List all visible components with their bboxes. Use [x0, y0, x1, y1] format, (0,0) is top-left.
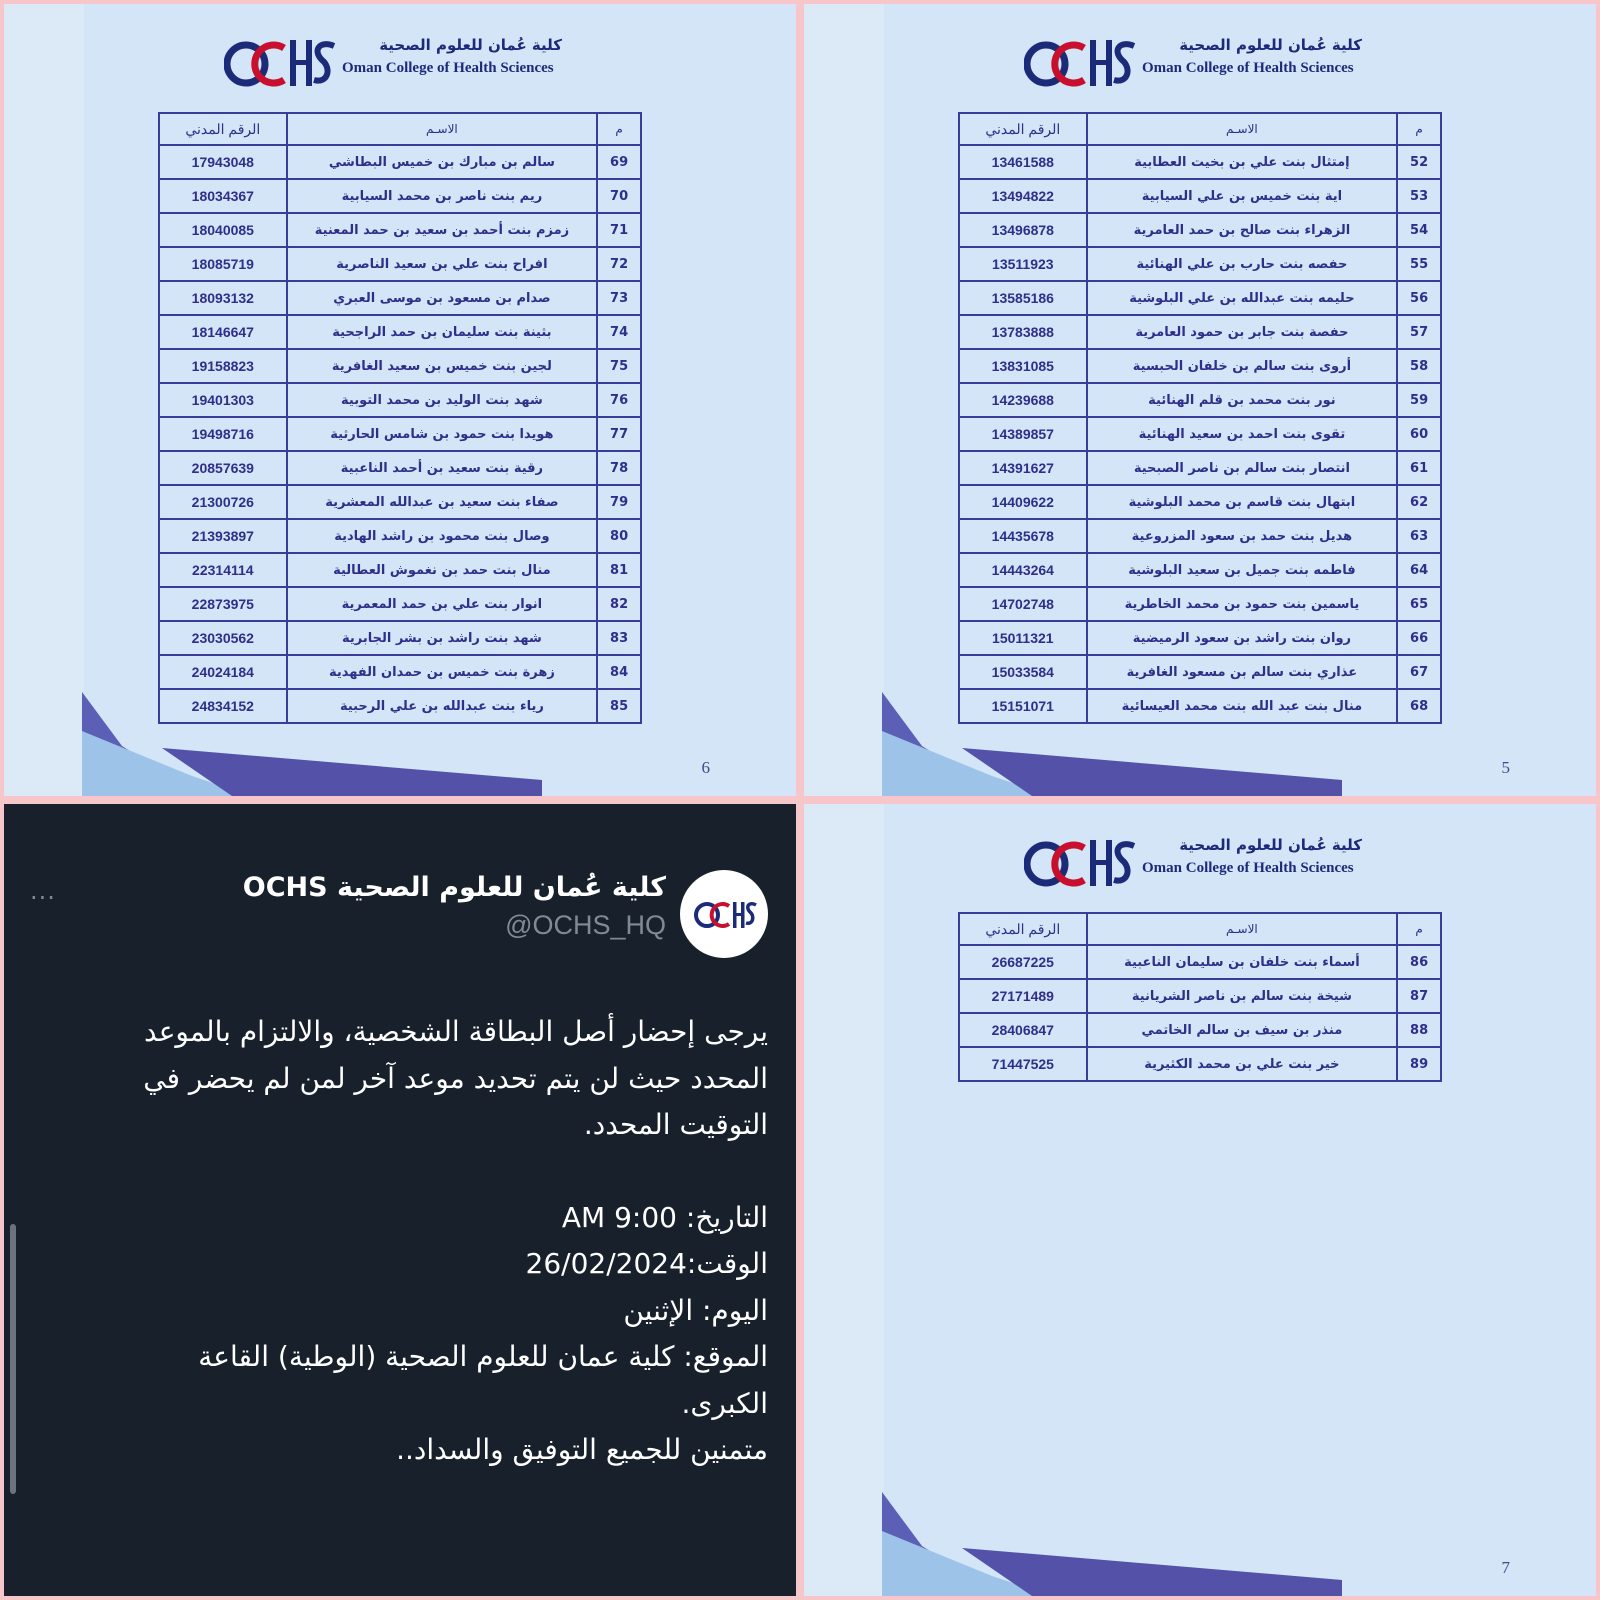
civil-id: 18146647 — [159, 315, 287, 349]
table-row — [959, 553, 1441, 587]
student-name: زمزم بنت أحمد بن سعيد بن حمد المعنية — [287, 213, 598, 247]
document-page-6 — [4, 4, 796, 796]
row-number: 80 — [597, 519, 641, 553]
civil-id: 19401303 — [159, 383, 287, 417]
row-number: 85 — [597, 689, 641, 723]
table-row — [959, 979, 1441, 1013]
civil-id: 28406847 — [959, 1013, 1087, 1047]
table-row — [959, 179, 1441, 213]
page-number: 7 — [1501, 1558, 1510, 1577]
student-name: الزهراء بنت صالح بن حمد العامرية — [1087, 213, 1398, 247]
table-row — [959, 519, 1441, 553]
student-name: روان بنت راشد بن سعود الرميضية — [1087, 621, 1398, 655]
row-number: 70 — [597, 179, 641, 213]
row-number: 71 — [597, 213, 641, 247]
ochs-logo-icon — [224, 34, 339, 90]
civil-id: 18040085 — [159, 213, 287, 247]
civil-id: 15151071 — [959, 689, 1087, 723]
student-name: انتصار بنت سالم بن ناصر الصبحية — [1087, 451, 1398, 485]
tweet-text — [48, 1009, 768, 1474]
table-row — [959, 213, 1441, 247]
student-name: ابتهال بنت قاسم بن محمد البلوشية — [1087, 485, 1398, 519]
row-number: 54 — [1397, 213, 1441, 247]
student-table — [958, 912, 1442, 1082]
civil-id: 15033584 — [959, 655, 1087, 689]
civil-id: 14702748 — [959, 587, 1087, 621]
logo-arabic-name: كلية عُمان للعلوم الصحية — [1179, 836, 1362, 854]
student-name: أروى بنت سالم بن خلفان الحبسية — [1087, 349, 1398, 383]
table-row — [959, 621, 1441, 655]
col-header-name: الاسـم — [1087, 913, 1398, 945]
student-name: إمتثال بنت علي بن بخيت العطابية — [1087, 145, 1398, 179]
student-name: منال بنت عبد الله بنت محمد العيسائية — [1087, 689, 1398, 723]
civil-id: 14239688 — [959, 383, 1087, 417]
table-row — [159, 349, 641, 383]
student-name: لجين بنت خميس بن سعيد الغافرية — [287, 349, 598, 383]
col-header-number: م — [1397, 113, 1441, 145]
student-name: نور بنت محمد بن قلم الهنائية — [1087, 383, 1398, 417]
display-name[interactable]: كلية عُمان للعلوم الصحية OCHS — [242, 872, 666, 903]
table-row — [959, 417, 1441, 451]
table-row — [159, 213, 641, 247]
table-row — [959, 247, 1441, 281]
table-row — [959, 485, 1441, 519]
tweet-day: اليوم: الإثنين — [623, 1293, 768, 1327]
table-row — [159, 417, 641, 451]
page-number: 5 — [1501, 758, 1510, 777]
civil-id: 24834152 — [159, 689, 287, 723]
civil-id: 18093132 — [159, 281, 287, 315]
student-name: أسماء بنت خلفان بن سليمان الناعبية — [1087, 945, 1398, 979]
row-number: 56 — [1397, 281, 1441, 315]
page-decoration — [882, 1476, 1342, 1596]
table-row — [159, 145, 641, 179]
civil-id: 18085719 — [159, 247, 287, 281]
col-header-name: الاسـم — [287, 113, 598, 145]
col-header-civil-id: الرقم المدني — [959, 113, 1087, 145]
more-options-icon[interactable]: ··· — [30, 884, 56, 912]
row-number: 88 — [1397, 1013, 1441, 1047]
tweet-location: الموقع: كلية عمان للعلوم الصحية (الوطية) القاعة — [198, 1340, 768, 1373]
row-number: 65 — [1397, 587, 1441, 621]
table-row — [959, 315, 1441, 349]
logo-arabic-name: كلية عُمان للعلوم الصحية — [379, 36, 562, 54]
student-name: رقية بنت سعيد بن أحمد الناعبية — [287, 451, 598, 485]
row-number: 64 — [1397, 553, 1441, 587]
table-row — [159, 553, 641, 587]
row-number: 75 — [597, 349, 641, 383]
civil-id: 19498716 — [159, 417, 287, 451]
ochs-logo-icon — [680, 870, 768, 958]
row-number: 82 — [597, 587, 641, 621]
table-row — [959, 383, 1441, 417]
student-name: انوار بنت علي بن حمد المعمرية — [287, 587, 598, 621]
row-number: 59 — [1397, 383, 1441, 417]
table-row — [159, 587, 641, 621]
row-number: 60 — [1397, 417, 1441, 451]
row-number: 61 — [1397, 451, 1441, 485]
student-name: شيخة بنت سالم بن ناصر الشريانية — [1087, 979, 1398, 1013]
col-header-civil-id: الرقم المدني — [159, 113, 287, 145]
table-row — [959, 451, 1441, 485]
student-name: شهد بنت الوليد بن محمد التوبية — [287, 383, 598, 417]
student-name: افراح بنت علي بن سعيد الناصرية — [287, 247, 598, 281]
table-row — [959, 145, 1441, 179]
row-number: 79 — [597, 485, 641, 519]
avatar[interactable] — [680, 870, 768, 958]
tweet-panel — [4, 804, 796, 1596]
row-number: 84 — [597, 655, 641, 689]
table-row — [159, 519, 641, 553]
student-name: سالم بن مبارك بن خميس البطاشي — [287, 145, 598, 179]
table-row — [159, 451, 641, 485]
table-row — [959, 281, 1441, 315]
civil-id: 13494822 — [959, 179, 1087, 213]
civil-id: 71447525 — [959, 1047, 1087, 1081]
student-name: هديل بنت حمد بن سعود المزروعية — [1087, 519, 1398, 553]
tweet-time: الوقت:26/02/2024 — [525, 1247, 768, 1280]
row-number: 69 — [597, 145, 641, 179]
table-row — [159, 281, 641, 315]
col-header-number: م — [597, 113, 641, 145]
table-row — [959, 945, 1441, 979]
student-table — [958, 112, 1442, 724]
table-row — [959, 1047, 1441, 1081]
civil-id: 15011321 — [959, 621, 1087, 655]
student-name: اية بنت خميس بن علي السيابية — [1087, 179, 1398, 213]
page-decoration — [82, 676, 542, 796]
tweet-location-cont: الكبرى. — [681, 1386, 768, 1420]
row-number: 62 — [1397, 485, 1441, 519]
civil-id: 13585186 — [959, 281, 1087, 315]
civil-id: 21393897 — [159, 519, 287, 553]
row-number: 86 — [1397, 945, 1441, 979]
civil-id: 20857639 — [159, 451, 287, 485]
ochs-logo-icon — [1024, 34, 1139, 90]
table-row — [159, 485, 641, 519]
tweet-date: التاريخ: 9:00 AM — [561, 1200, 768, 1234]
page-decoration — [882, 676, 1342, 796]
student-name: هويدا بنت حمود بن شامس الحارثية — [287, 417, 598, 451]
student-name: صدام بن مسعود بن موسى العبري — [287, 281, 598, 315]
row-number: 77 — [597, 417, 641, 451]
student-name: حليمه بنت عبدالله بن علي البلوشية — [1087, 281, 1398, 315]
tweet-line: يرجى إحضار أصل البطاقة الشخصية، والالتزام بالموعد — [144, 1015, 768, 1048]
table-row — [159, 315, 641, 349]
table-row — [159, 179, 641, 213]
student-table — [158, 112, 642, 724]
row-number: 66 — [1397, 621, 1441, 655]
table-row — [159, 621, 641, 655]
student-name: فاطمه بنت جميل بن سعيد البلوشية — [1087, 553, 1398, 587]
table-row — [159, 247, 641, 281]
row-number: 58 — [1397, 349, 1441, 383]
col-header-number: م — [1397, 913, 1441, 945]
civil-id: 22314114 — [159, 553, 287, 587]
table-row — [959, 349, 1441, 383]
row-number: 74 — [597, 315, 641, 349]
ochs-logo — [1024, 32, 1364, 92]
ochs-logo-icon — [1024, 834, 1139, 890]
student-name: صفاء بنت سعيد بن عبدالله المعشرية — [287, 485, 598, 519]
table-row — [959, 1013, 1441, 1047]
student-name: منال بنت حمد بن نغموش العطالية — [287, 553, 598, 587]
scrollbar[interactable] — [10, 1224, 16, 1494]
row-number: 55 — [1397, 247, 1441, 281]
tweet-closing: متمنين للجميع التوفيق والسداد.. — [396, 1433, 768, 1466]
spacer — [48, 1149, 768, 1195]
logo-english-name: Oman College of Health Sciences — [342, 60, 554, 76]
row-number: 63 — [1397, 519, 1441, 553]
civil-id: 14389857 — [959, 417, 1087, 451]
civil-id: 23030562 — [159, 621, 287, 655]
ochs-logo — [1024, 832, 1364, 892]
page-margin — [804, 4, 884, 796]
civil-id: 13461588 — [959, 145, 1087, 179]
row-number: 89 — [1397, 1047, 1441, 1081]
row-number: 76 — [597, 383, 641, 417]
student-name: زهرة بنت خميس بن حمدان الفهدية — [287, 655, 598, 689]
row-number: 57 — [1397, 315, 1441, 349]
row-number: 52 — [1397, 145, 1441, 179]
civil-id: 22873975 — [159, 587, 287, 621]
student-name: رياء بنت عبدالله بن علي الرحبية — [287, 689, 598, 723]
civil-id: 17943048 — [159, 145, 287, 179]
student-name: ريم بنت ناصر بن محمد السيابية — [287, 179, 598, 213]
logo-english-name: Oman College of Health Sciences — [1142, 60, 1354, 76]
civil-id: 13831085 — [959, 349, 1087, 383]
student-name: حفصه بنت حارب بن علي الهنائية — [1087, 247, 1398, 281]
row-number: 83 — [597, 621, 641, 655]
logo-arabic-name: كلية عُمان للعلوم الصحية — [1179, 36, 1362, 54]
student-name: تقوى بنت احمد بن سعيد الهنائية — [1087, 417, 1398, 451]
row-number: 73 — [597, 281, 641, 315]
row-number: 72 — [597, 247, 641, 281]
civil-id: 27171489 — [959, 979, 1087, 1013]
civil-id: 18034367 — [159, 179, 287, 213]
civil-id: 21300726 — [159, 485, 287, 519]
row-number: 78 — [597, 451, 641, 485]
page-number: 6 — [701, 758, 710, 777]
tweet-line: المحدد حيث لن يتم تحديد موعد آخر لمن لم يحضر في — [143, 1061, 768, 1095]
table-row — [959, 587, 1441, 621]
civil-id: 19158823 — [159, 349, 287, 383]
row-number: 68 — [1397, 689, 1441, 723]
row-number: 87 — [1397, 979, 1441, 1013]
student-name: خير بنت علي بن محمد الكثيرية — [1087, 1047, 1398, 1081]
civil-id: 14443264 — [959, 553, 1087, 587]
table-row — [159, 383, 641, 417]
row-number: 53 — [1397, 179, 1441, 213]
civil-id: 26687225 — [959, 945, 1087, 979]
student-name: وصال بنت محمود بن راشد الهادية — [287, 519, 598, 553]
page-margin — [804, 804, 884, 1596]
tweet-line: التوقيت المحدد. — [583, 1108, 768, 1141]
student-name: ياسمين بنت حمود بن محمد الخاطرية — [1087, 587, 1398, 621]
civil-id: 14435678 — [959, 519, 1087, 553]
student-name: منذر بن سيف بن سالم الخاتمي — [1087, 1013, 1398, 1047]
student-name: شهد بنت راشد بن بشر الجابرية — [287, 621, 598, 655]
row-number: 67 — [1397, 655, 1441, 689]
document-page-5 — [804, 4, 1596, 796]
civil-id: 14391627 — [959, 451, 1087, 485]
col-header-name: الاسـم — [1087, 113, 1398, 145]
student-name: عذاري بنت سالم بن مسعود الغافرية — [1087, 655, 1398, 689]
row-number: 81 — [597, 553, 641, 587]
ochs-logo — [224, 32, 564, 92]
user-handle[interactable]: @OCHS_HQ — [505, 910, 666, 940]
civil-id: 13511923 — [959, 247, 1087, 281]
page-margin — [4, 4, 84, 796]
student-name: حفصة بنت جابر بن حمود العامرية — [1087, 315, 1398, 349]
civil-id: 14409622 — [959, 485, 1087, 519]
logo-english-name: Oman College of Health Sciences — [1142, 860, 1354, 876]
col-header-civil-id: الرقم المدني — [959, 913, 1087, 945]
civil-id: 13783888 — [959, 315, 1087, 349]
civil-id: 13496878 — [959, 213, 1087, 247]
student-name: بثينة بنت سليمان بن حمد الراجحية — [287, 315, 598, 349]
document-page-7 — [804, 804, 1596, 1596]
civil-id: 24024184 — [159, 655, 287, 689]
